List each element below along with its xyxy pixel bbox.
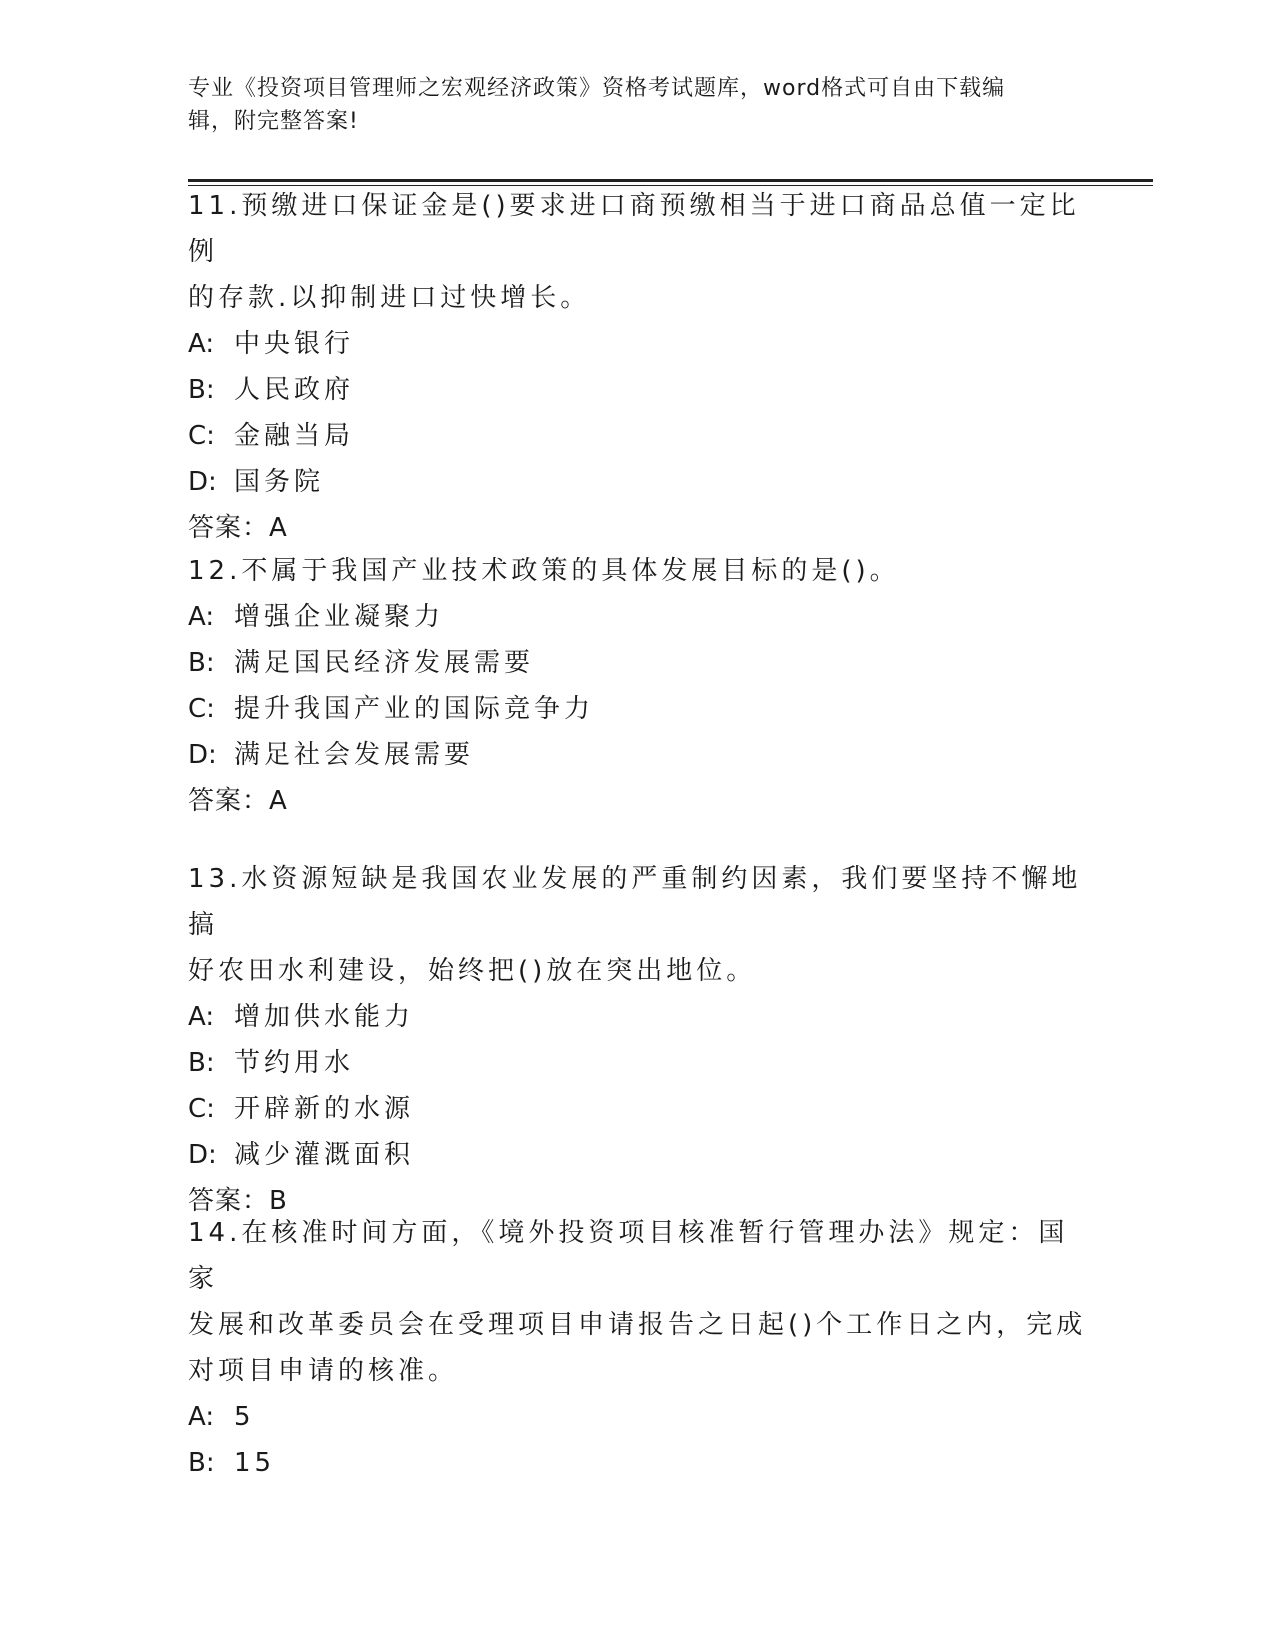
option-text: 国务院 [234,467,325,497]
question-text-line: 的存款.以抑制进口过快增长。 [188,283,591,313]
option-d [188,459,1088,505]
question-text-line: 12.不属于我国产业技术政策的具体发展目标的是()。 [188,556,900,586]
answer: 答案：B [188,1186,288,1216]
option-text: 提升我国产业的国际竞争力 [234,694,595,724]
option-b [188,367,1088,413]
option-text: 增强企业凝聚力 [234,602,445,632]
option-key: C: [188,1094,215,1124]
option-key: D: [188,740,217,770]
question-13 [188,856,1088,1224]
option-key: B: [188,1048,215,1078]
option-key: D: [188,1140,217,1170]
option-c [188,686,1088,732]
option-c [188,1086,1088,1132]
option-key: A: [188,329,215,359]
option-text: 金融当局 [234,421,355,451]
option-key: B: [188,1448,215,1478]
option-a [188,321,1088,367]
option-text: 人民政府 [234,375,355,405]
header-line-1: 专业《投资项目管理师之宏观经济政策》资格考试题库，word格式可自由下载编 [188,76,1006,101]
question-text-line: 11.预缴进口保证金是()要求进口商预缴相当于进口商品总值一定比例 [188,191,1080,267]
option-b [188,1440,1088,1486]
question-text-line: 发展和改革委员会在受理项目申请报告之日起()个工作日之内，完成 [188,1310,1087,1340]
question-12 [188,548,1088,824]
option-text: 中央银行 [234,329,355,359]
option-text: 5 [234,1402,255,1432]
option-a [188,994,1088,1040]
option-b [188,1040,1088,1086]
option-b [188,640,1088,686]
option-text: 节约用水 [234,1048,355,1078]
option-text: 满足社会发展需要 [234,740,475,770]
option-key: B: [188,648,215,678]
option-a [188,1394,1088,1440]
option-key: A: [188,1402,215,1432]
question-14 [188,1210,1088,1486]
option-d [188,1132,1088,1178]
question-text-line: 13.水资源短缺是我国农业发展的严重制约因素，我们要坚持不懈地搞 [188,864,1082,940]
option-text: 开辟新的水源 [234,1094,415,1124]
option-text: 满足国民经济发展需要 [234,648,535,678]
question-11 [188,183,1088,551]
option-d [188,732,1088,778]
option-key: B: [188,375,215,405]
option-c [188,413,1088,459]
header-rule-thick [188,179,1153,182]
header-line-2: 辑，附完整答案! [188,109,359,134]
option-text: 15 [234,1448,276,1478]
question-text-line: 对项目申请的核准。 [188,1356,459,1386]
question-text-line: 好农田水利建设，始终把()放在突出地位。 [188,956,757,986]
option-text: 减少灌溉面积 [234,1140,415,1170]
document-header [188,72,1088,138]
question-text-line: 14.在核准时间方面，《境外投资项目核准暂行管理办法》规定：国家 [188,1218,1069,1294]
option-key: A: [188,1002,215,1032]
option-key: C: [188,421,215,451]
answer: 答案：A [188,513,288,543]
option-a [188,594,1088,640]
option-key: D: [188,467,217,497]
option-key: A: [188,602,215,632]
option-text: 增加供水能力 [234,1002,415,1032]
answer: 答案：A [188,786,288,816]
option-key: C: [188,694,215,724]
